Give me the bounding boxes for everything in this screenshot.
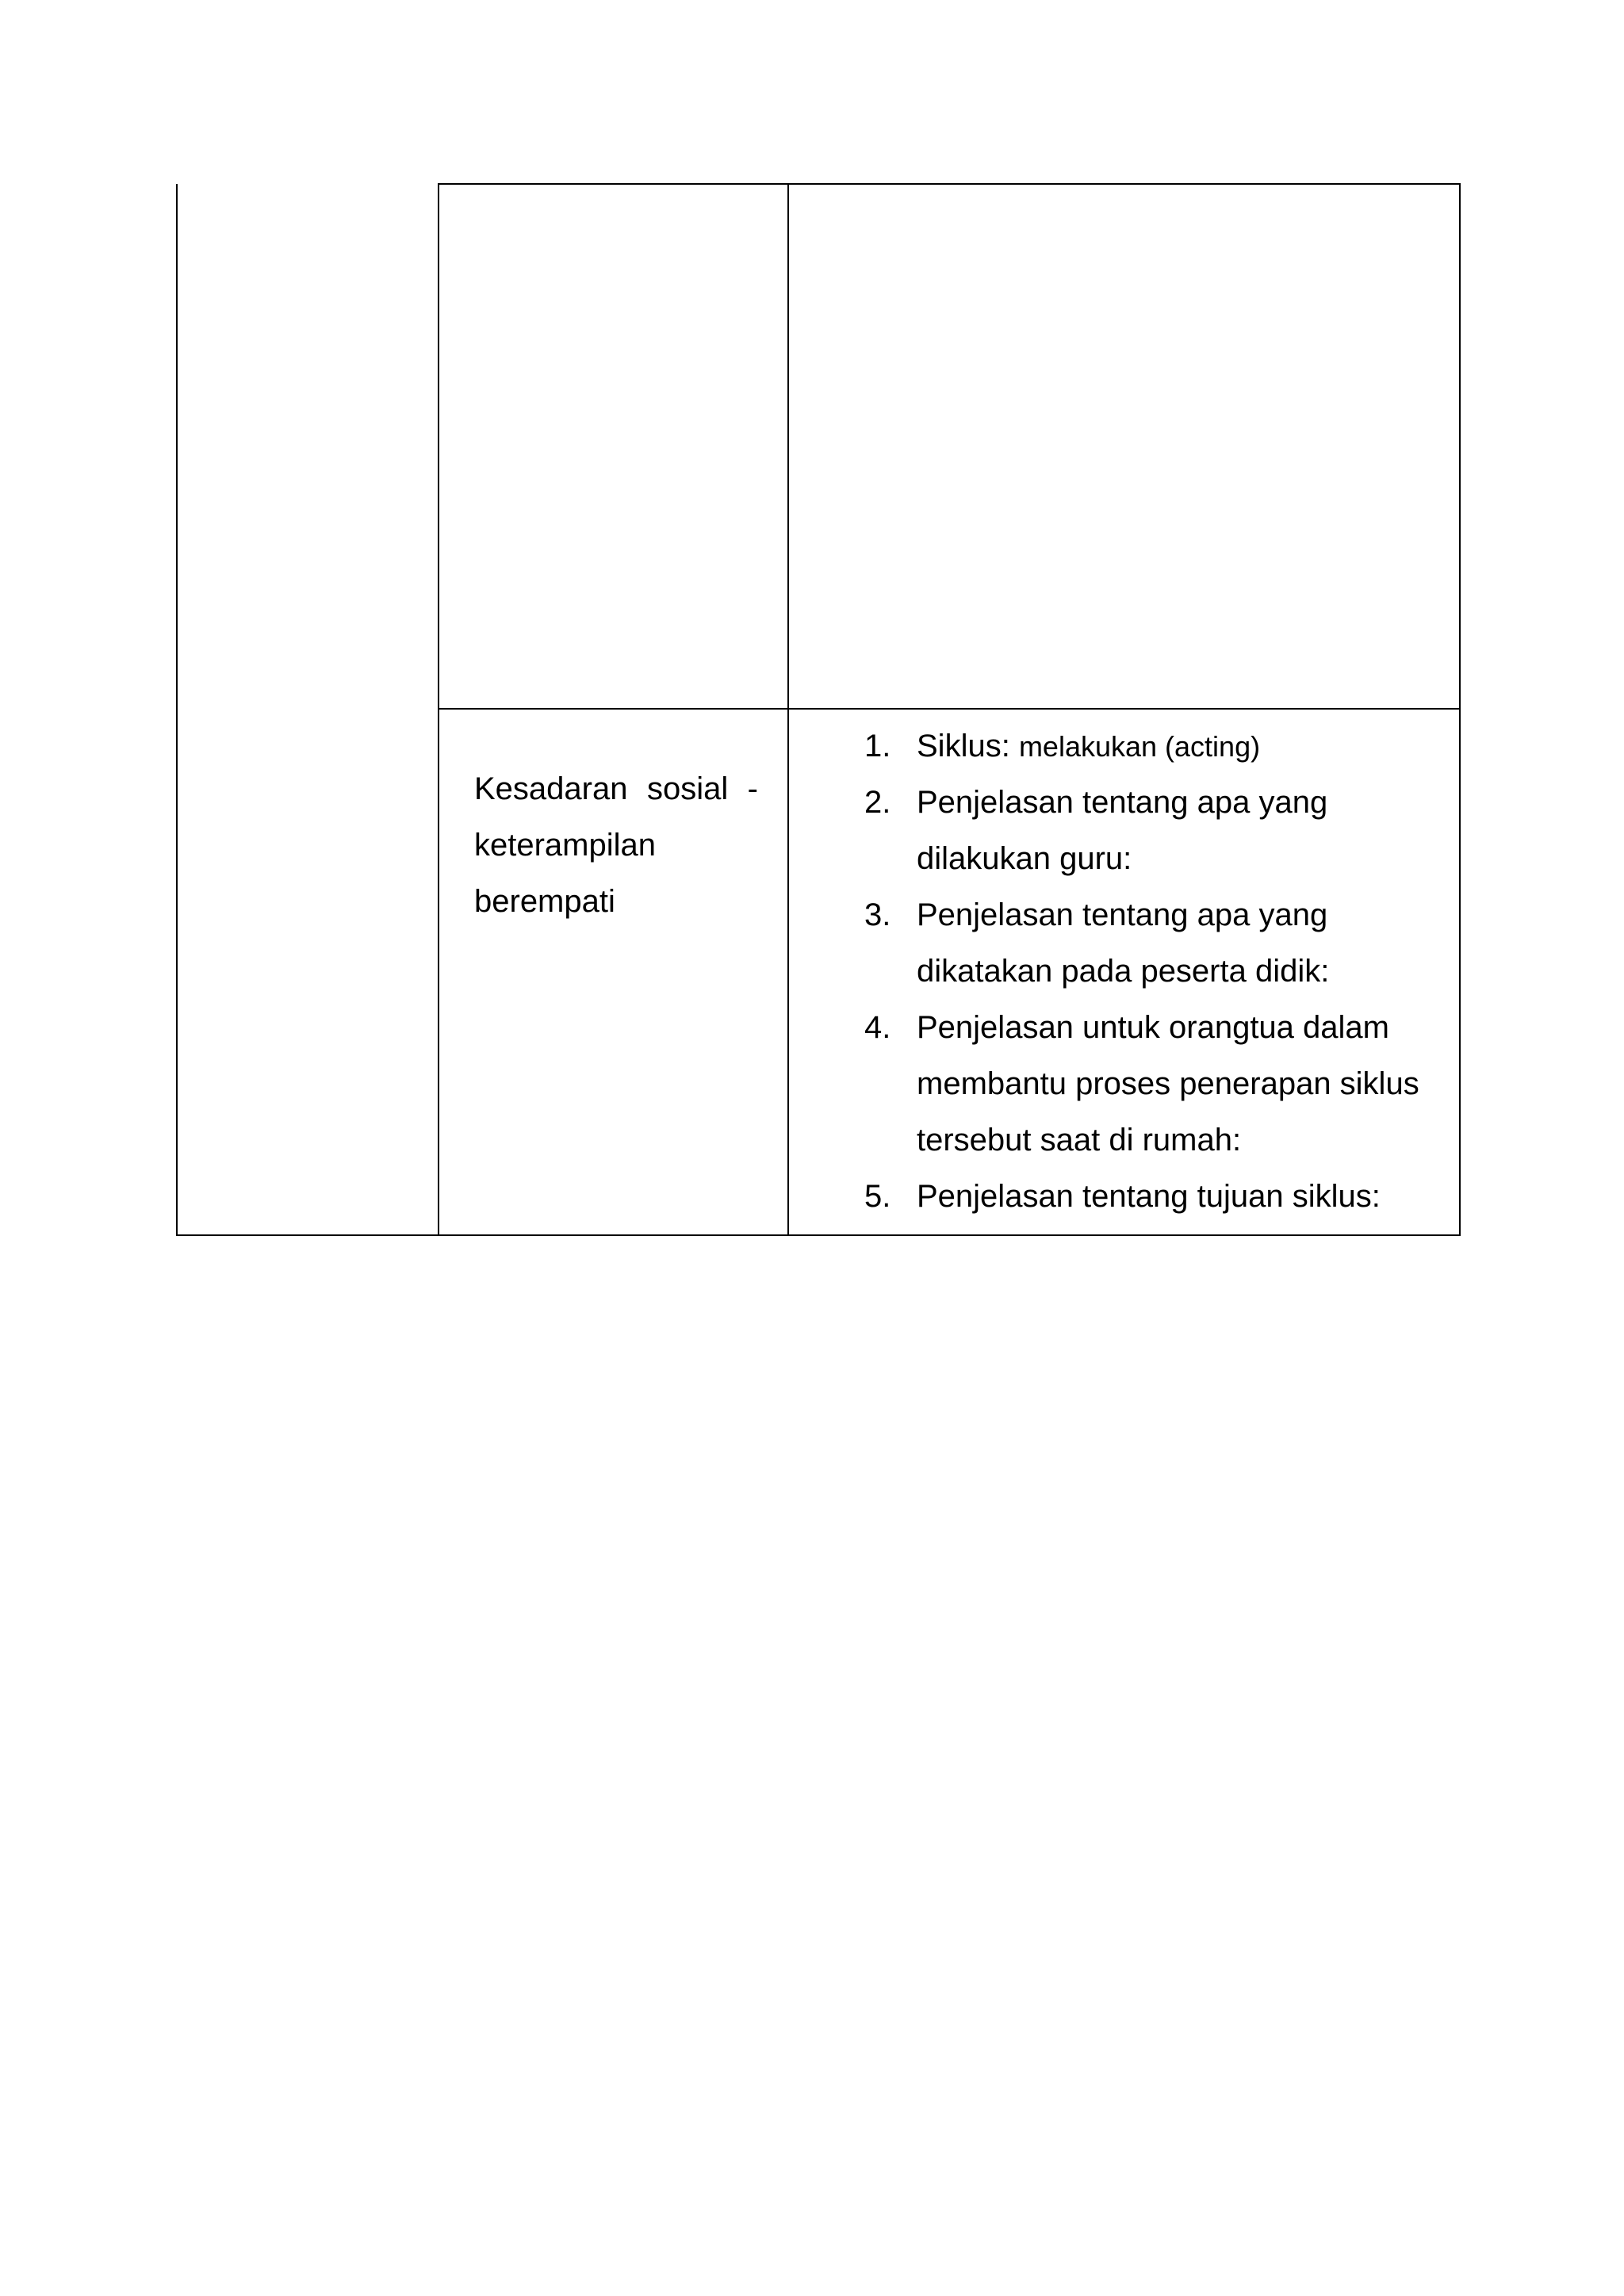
list-item-number: 2.: [864, 785, 891, 820]
list-item: [864, 718, 1435, 775]
list-item-text: Siklus:: [917, 729, 1019, 763]
list-item: [864, 1169, 1435, 1225]
table-border-top: [438, 183, 1461, 185]
cycle-explanation-list: [864, 718, 1435, 1225]
table-column-divider-1: [438, 184, 439, 1236]
list-item-number: 1.: [864, 729, 891, 763]
list-item-number: 4.: [864, 1010, 891, 1045]
list-item: [864, 1000, 1435, 1169]
list-item-text: Penjelasan tentang apa yang dilakukan guru:: [917, 785, 1328, 876]
list-item: [864, 775, 1435, 887]
table-border-right: [1459, 184, 1461, 1236]
list-item-number: 3.: [864, 897, 891, 932]
table-border-bottom: [176, 1234, 1461, 1236]
list-item-text: Penjelasan tentang tujuan siklus:: [917, 1179, 1381, 1214]
list-item-text: Penjelasan tentang apa yang dikatakan pada peserta didik:: [917, 897, 1330, 989]
table-row-divider: [438, 708, 1461, 710]
table-column-divider-2: [787, 184, 789, 1236]
table-cell-aspect-label: Kesadaran sosial - keterampilan berempati: [474, 771, 758, 919]
list-item-number: 5.: [864, 1179, 891, 1214]
list-item-subtext: melakukan (acting): [1018, 730, 1261, 763]
list-item: [864, 887, 1435, 1000]
list-item-text: Penjelasan untuk orangtua dalam membantu proses penerapan siklus tersebut saat di rumah:: [917, 1010, 1419, 1158]
table-border-left: [176, 184, 178, 1236]
